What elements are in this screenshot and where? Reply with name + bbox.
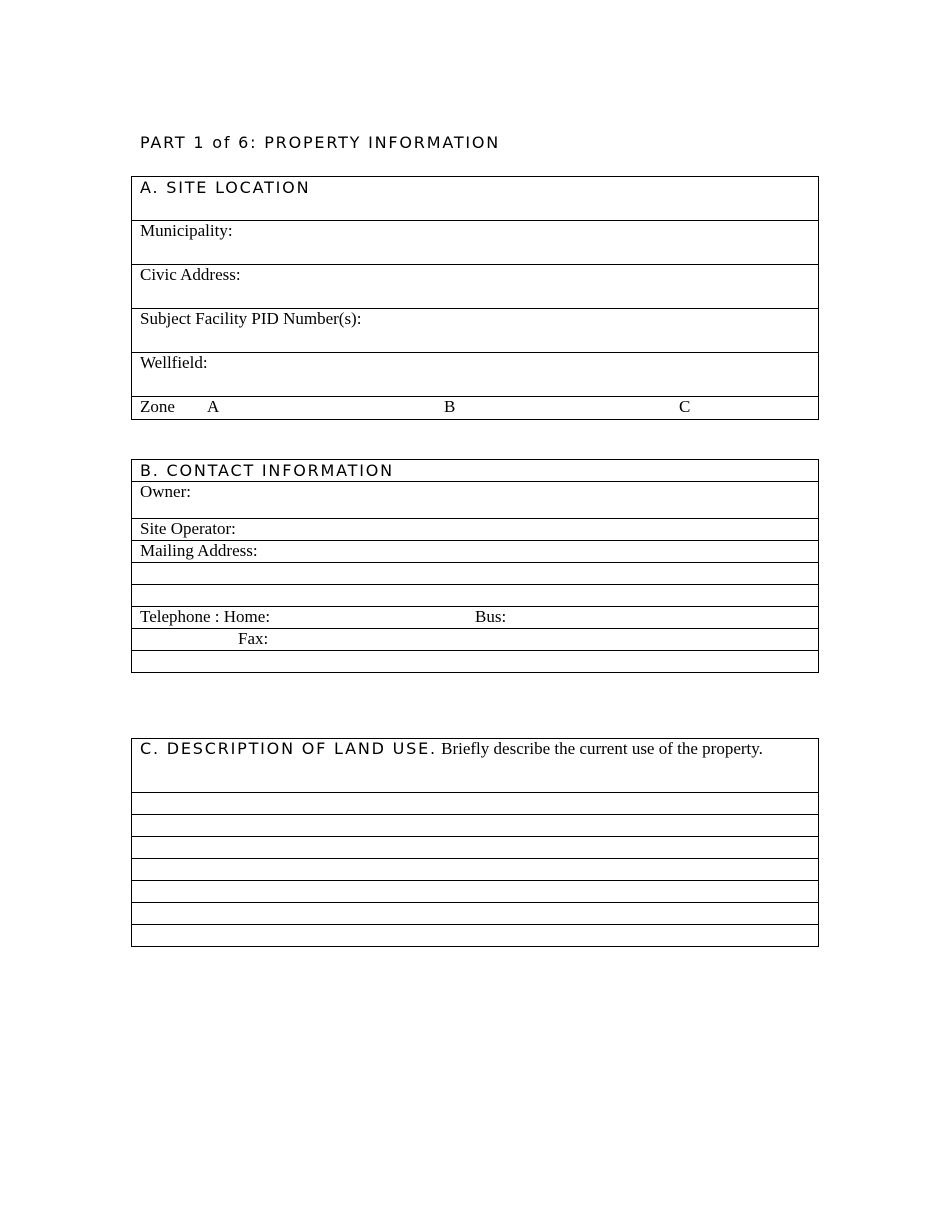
land-use-line-7[interactable]	[132, 925, 819, 947]
land-use-heading-cell	[132, 739, 819, 793]
pid-number-label: Subject Facility PID Number(s):	[140, 309, 362, 328]
land-use-line-5[interactable]	[132, 881, 819, 903]
contact-information-heading: B. CONTACT INFORMATION	[132, 460, 819, 482]
telephone-bus-label: Bus:	[475, 607, 507, 626]
wellfield-label: Wellfield:	[140, 353, 208, 372]
zone-option-b[interactable]: B	[444, 397, 456, 416]
land-use-line-1[interactable]	[132, 793, 819, 815]
municipality-field[interactable]	[132, 221, 819, 265]
land-use-line-2[interactable]	[132, 815, 819, 837]
owner-label: Owner:	[140, 482, 191, 501]
site-location-heading: A. SITE LOCATION	[132, 177, 819, 221]
part-title: PART 1 of 6: PROPERTY INFORMATION	[140, 133, 501, 152]
mailing-address-line-3[interactable]	[132, 585, 819, 607]
civic-address-field[interactable]	[132, 265, 819, 309]
site-operator-field[interactable]	[132, 519, 819, 541]
land-use-instruction: Briefly describe the current use of the property.	[436, 739, 763, 758]
land-use-line-6[interactable]	[132, 903, 819, 925]
civic-address-label: Civic Address:	[140, 265, 241, 284]
contact-information-table	[131, 459, 819, 673]
zone-label: Zone	[140, 397, 175, 416]
land-use-line-3[interactable]	[132, 837, 819, 859]
mailing-address-field[interactable]	[132, 541, 819, 563]
mailing-address-line-2[interactable]	[132, 563, 819, 585]
land-use-line-4[interactable]	[132, 859, 819, 881]
zone-option-c[interactable]: C	[679, 397, 691, 416]
zone-option-a[interactable]: A	[207, 397, 220, 416]
fax-row[interactable]	[132, 629, 819, 651]
municipality-label: Municipality:	[140, 221, 233, 240]
site-location-table	[131, 176, 819, 420]
fax-label: Fax:	[238, 629, 269, 648]
telephone-home-label: Telephone : Home:	[140, 607, 271, 626]
zone-row	[132, 397, 819, 420]
site-operator-label: Site Operator:	[140, 519, 236, 538]
wellfield-field[interactable]	[132, 353, 819, 397]
land-use-table	[131, 738, 819, 947]
telephone-row[interactable]	[132, 607, 819, 629]
owner-field[interactable]	[132, 482, 819, 519]
mailing-address-label: Mailing Address:	[140, 541, 258, 560]
pid-number-field[interactable]	[132, 309, 819, 353]
contact-blank-line[interactable]	[132, 651, 819, 673]
land-use-heading: C. DESCRIPTION OF LAND USE.	[140, 739, 437, 758]
